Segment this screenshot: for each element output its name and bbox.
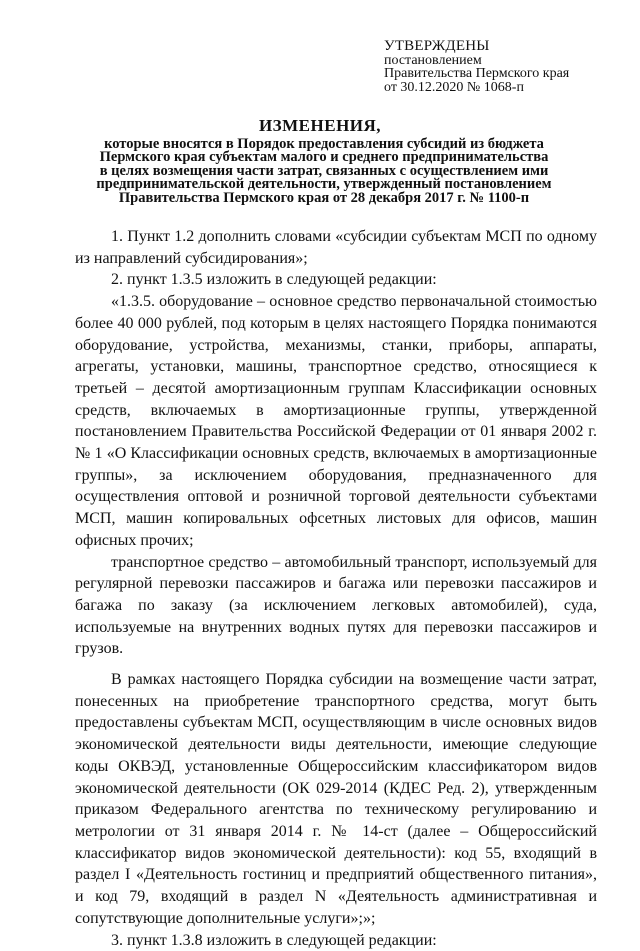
document-subtitle bbox=[72, 138, 576, 205]
document-body bbox=[75, 226, 597, 951]
subtitle-line: предпринимательской деятельности, утвержденный постановлением bbox=[72, 178, 576, 191]
paragraph-clause-1-3-5: «1.3.5. оборудование – основное средство первоначальной стоимостью более 40 000 рублей, под которым в целях настоящего Порядка понимаются оборудование, устройства, механизмы, станки, приборы, аппараты, агрегаты, установки, машины, транспортное средство, относящиеся к третьей – десятой амортизационным группам Классификации основных средств, включаемых в амортизационные группы, утвержденной постановлением Правительства Российской Федерации от 01 января 2002 г. № 1 «О Классификации основных средств, включаемых в амортизационные группы», за исключением оборудования, предназначенного для осуществления оптовой и розничной торговой деятельности субъектами МСП, машин копировальных офсетных листовых для офисов, машин офисных прочих; bbox=[75, 291, 597, 551]
subtitle-line: Пермского края субъектам малого и среднего предпринимательства bbox=[72, 151, 576, 164]
paragraph-item-1: 1. Пункт 1.2 дополнить словами «субсидии субъектам МСП по одному из направлений субсидирования»; bbox=[75, 226, 597, 269]
approval-line: от 30.12.2020 № 1068-п bbox=[384, 81, 569, 95]
subtitle-line: Правительства Пермского края от 28 декабря 2017 г. № 1100-п bbox=[72, 192, 576, 205]
subtitle-line: которые вносятся в Порядок предоставления субсидий из бюджета bbox=[72, 138, 576, 151]
subtitle-line: в целях возмещения части затрат, связанных с осуществлением ими bbox=[72, 165, 576, 178]
approval-stamp bbox=[384, 40, 569, 94]
paragraph-item-3: 3. пункт 1.3.8 изложить в следующей редакции: bbox=[75, 930, 597, 951]
approval-line: постановлением bbox=[384, 54, 569, 68]
paragraph-vehicle-definition: транспортное средство – автомобильный транспорт, используемый для регулярной перевозки пассажиров и багажа или перевозки пассажиров и багажа по заказу (за исключением легковых автомобилей), суда, используемые на внутренних водных путях для перевозки пассажиров и грузов. bbox=[75, 552, 597, 661]
paragraph-item-2: 2. пункт 1.3.5 изложить в следующей редакции: bbox=[75, 269, 597, 291]
document-title: ИЗМЕНЕНИЯ, bbox=[0, 116, 640, 136]
approval-line: Правительства Пермского края bbox=[384, 67, 569, 81]
approval-heading: УТВЕРЖДЕНЫ bbox=[384, 40, 569, 54]
paragraph-subsidy-scope: В рамках настоящего Порядка субсидии на возмещение части затрат, понесенных на приобретение транспортного средства, могут быть предоставлены субъектам МСП, осуществляющим в числе основных видов экономической деятельности виды деятельности, имеющие следующие коды ОКВЭД, установленные Общероссийским классификатором видов экономической деятельности (ОК 029-2014 (КДЕС Ред. 2), утвержденным приказом Федерального агентства по техническому регулированию и метрологии от 31 января 2014 г. № 14-ст (далее – Общероссийский классификатор видов экономической деятельности): код 55, входящий в раздел I «Деятельность гостиниц и предприятий общественного питания», и код 79, входящий в раздел N «Деятельность административная и сопутствующие дополнительные услуги»;»; bbox=[75, 669, 597, 929]
